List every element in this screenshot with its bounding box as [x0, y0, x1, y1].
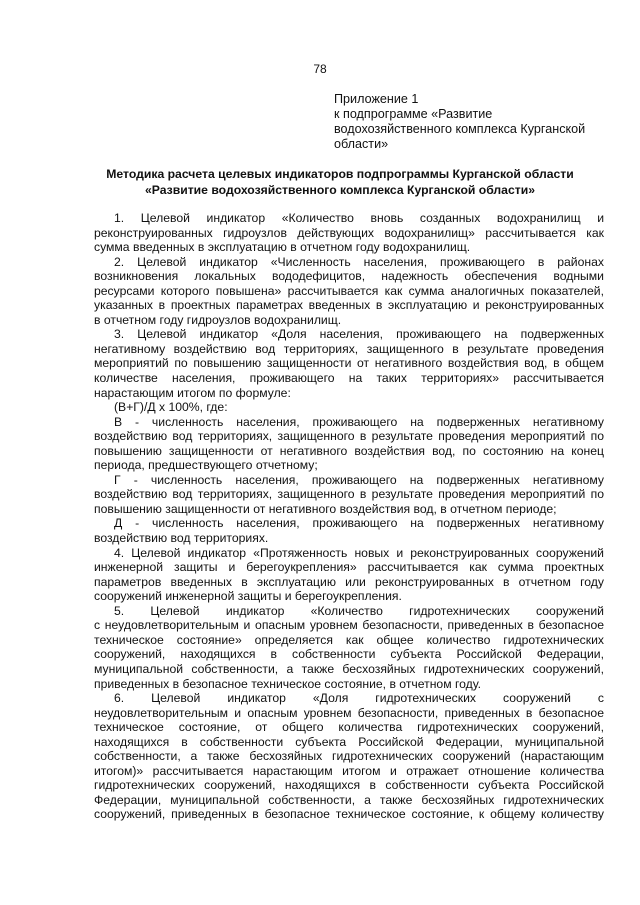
- text-line: 6. Целевой индикатор «Доля гидротехнических сооружений с: [114, 691, 604, 706]
- text-line: итогом)» рассчитывается нарастающим итогом и отражает отношение количества: [94, 763, 604, 778]
- text-line: находящихся в собственности субъекта Российской Федерации, муниципальной: [94, 734, 604, 749]
- text-line: 4. Целевой индикатор «Протяженность новых и реконструированных сооружений: [114, 545, 604, 560]
- text-line: количестве населения, проживающего на таких территориях» рассчитывается: [94, 371, 604, 386]
- title-line: «Развитие водохозяйственного комплекса Курганской области»: [145, 182, 535, 197]
- text-line: реконструированных гидроузлов действующих водохранилищ» рассчитывается как: [94, 225, 604, 240]
- text-line: мероприятий по повышению защищенности от негативного воздействия вод, в общем: [94, 356, 604, 371]
- text-line: муниципальной собственности, а также бесхозяйных гидротехнических сооружений,: [94, 661, 604, 676]
- appendix-header: [334, 92, 614, 152]
- text-line: нарастающим итогом по формуле:: [94, 385, 291, 400]
- text-line: ресурсами которого повышена» рассчитывается как сумма аналогичных показателей,: [94, 283, 604, 298]
- text-line: в отчетном году гидроузлов водохранилищ.: [94, 312, 342, 327]
- text-line: неудовлетворительным и опасным уровнем безопасности, приведенных в безопасное: [94, 705, 604, 720]
- text-line: сооружений инженерной защиты и берегоукрепления.: [94, 589, 402, 604]
- text-line: указанных в проектных параметрах введенных в эксплуатацию и реконструированных: [94, 298, 604, 313]
- text-line: техническое состояние» определяется как общее количество гидротехнических: [94, 632, 604, 647]
- text-line: техническое состояние, от общего количества гидротехнических сооружений,: [94, 720, 604, 735]
- page-number: 78: [313, 62, 327, 76]
- text-line: воздействию вод территориях, защищенного в результате проведения мероприятий по: [94, 429, 604, 444]
- text-line: 3. Целевой индикатор «Доля населения, проживающего на подверженных: [114, 327, 604, 342]
- text-line: инженерной защиты и берегоукрепления» рассчитывается как сумма проектных: [94, 560, 604, 575]
- text-line: воздействию вод территориях.: [94, 531, 269, 546]
- text-line: Федерации, муниципальной собственности, а также бесхозяйных гидротехнических: [94, 792, 604, 807]
- text-line: 5. Целевой индикатор «Количество гидротехнических сооружений: [114, 603, 604, 618]
- text-line: с неудовлетворительным и опасным уровнем безопасности, приведенных в безопасное: [94, 618, 604, 633]
- appendix-line: к подпрограмме «Развитие: [334, 107, 493, 121]
- text-line: сумма введенных в эксплуатацию в отчетном году водохранилищ.: [94, 240, 471, 255]
- text-line: повышению защищенности от негативного воздействия вод, в отчетном периоде;: [94, 501, 557, 516]
- text-line: воздействию вод территориях, защищенного в результате проведения мероприятий по: [94, 487, 604, 502]
- text-line: собственности, а также бесхозяйных гидротехнических сооружений (нарастающим: [94, 749, 604, 764]
- text-line: 2. Целевой индикатор «Численность населения, проживающего в районах: [114, 254, 604, 269]
- document-body: [94, 211, 604, 822]
- text-line: гидротехнических сооружений, находящихся в собственности субъекта Российской: [94, 778, 604, 793]
- text-line: параметров введенных в эксплуатацию или реконструированных в отчетном году: [94, 574, 604, 589]
- text-line: негативному воздействию вод территориях, защищенного в результате проведения: [94, 341, 604, 356]
- document-title: [80, 167, 600, 198]
- text-line: 1. Целевой индикатор «Количество вновь созданных водохранилищ и: [114, 211, 604, 225]
- title-line: Методика расчета целевых индикаторов подпрограммы Курганской области: [106, 167, 574, 181]
- appendix-line: водохозяйственного комплекса Курганской: [334, 122, 586, 136]
- text-line: повышению защищенности от негативного воздействия вод, по состоянию на конец: [94, 443, 604, 458]
- appendix-line: Приложение 1: [334, 92, 419, 106]
- text-line: сооружений, приведенных в безопасное техническое состояние, к общему количеству: [94, 807, 604, 822]
- text-line: возникновения локальных вододефицитов, надежность обеспечения водными: [94, 269, 604, 284]
- text-line: периода, предшествующего отчетному;: [94, 458, 318, 473]
- text-line: приведенных в безопасное техническое состояние, в отчетном году.: [94, 676, 482, 691]
- appendix-line: области»: [334, 137, 389, 151]
- text-line: В - численность населения, проживающего на подверженных негативному: [114, 414, 604, 429]
- text-line: Г - численность населения, проживающего на подверженных негативному: [114, 472, 604, 487]
- text-line: сооружений, находящихся в собственности субъекта Российской Федерации,: [94, 647, 604, 662]
- formula-line: (В+Г)/Д х 100%, где:: [114, 400, 228, 415]
- text-line: Д - численность населения, проживающего на подверженных негативному: [114, 516, 604, 531]
